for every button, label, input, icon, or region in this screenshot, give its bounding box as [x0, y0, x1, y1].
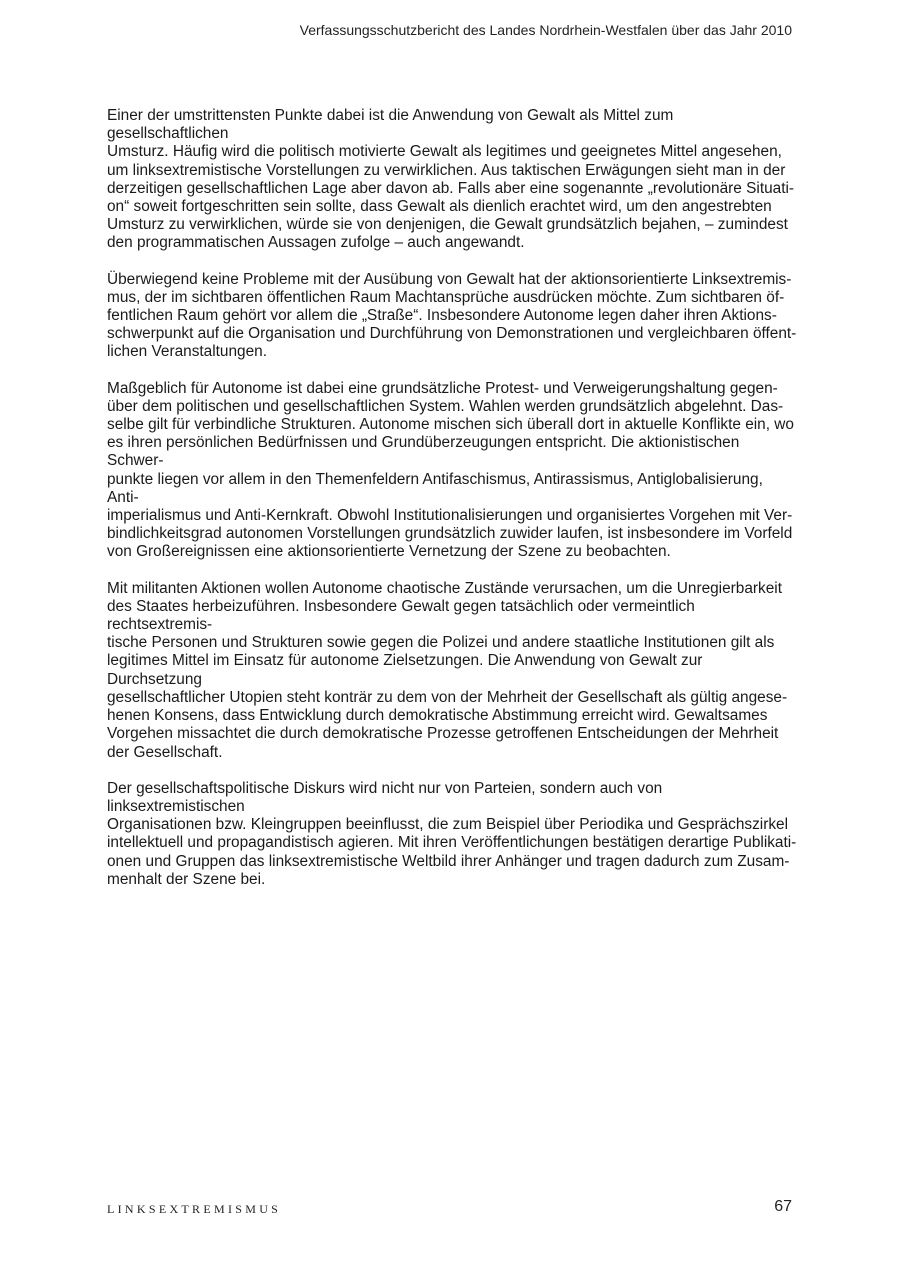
page-number: 67 — [774, 1198, 792, 1215]
paragraph-aktionsorientierter-linksextremismus: Überwiegend keine Probleme mit der Ausübung von Gewalt hat der aktionsorientierte Linksextremis- mus, der im sichtbaren öffentlichen Raum Machtansprüche ausdrücken möchte. Zum sichtbaren öf- fentlichen Raum gehört vor allem die „Straße“. Insbesondere Autonome legen daher ihren Aktions- schwerpunkt auf die Organisation und Durchführung von Demonstrationen und vergleichbaren öffent- lichen Veranstaltungen. — [107, 270, 797, 361]
paragraph-militante-aktionen: Mit militanten Aktionen wollen Autonome chaotische Zustände verursachen, um die Unregierbarkeit des Staates herbeizuführen. Insbesondere Gewalt gegen tatsächlich oder vermeintlich rechtsextremis- tische Personen und Strukturen sowie gegen die Polizei und andere staatliche Institutionen gilt als legitimes Mittel im Einsatz für autonome Zielsetzungen. Die Anwendung von Gewalt zur Durchsetzung gesellschaftlicher Utopien steht konträr zu dem von der Mehrheit der Gesellschaft als gültig angese- henen Konsens, dass Entwicklung durch demokratische Abstimmung erreicht wird. Gewaltsames Vorgehen missachtet die durch demokratische Prozesse getroffenen Entscheidungen der Mehrheit der Gesellschaft. — [107, 579, 788, 761]
body-text — [107, 107, 797, 907]
running-header: Verfassungsschutzbericht des Landes Nordrhein-Westfalen über das Jahr 2010 — [299, 22, 792, 38]
paragraph-autonome-protesthaltung: Maßgeblich für Autonome ist dabei eine grundsätzliche Protest- und Verweigerungshaltung gegen- über dem politischen und gesellschaftlichen System. Wahlen werden grundsätzlich abgelehnt. Das- selbe gilt für verbindliche Strukturen. Autonome mischen sich überall dort in aktuelle Konflikte ein, wo es ihren persönlichen Bedürfnissen und Grundüberzeugungen entspricht. Die aktionistischen Schwer- punkte liegen vor allem in den Themenfeldern Antifaschismus, Antirassismus, Antiglobalisierung, Anti- imperialismus und Anti-Kernkraft. Obwohl Institutionalisierungen und organisiertes Vorgehen mit Ver- bindlichkeitsgrad autonomen Vorstellungen grundsätzlich zuwider laufen, ist insbesondere im Vorfeld von Großereignissen eine aktionsorientierte Vernetzung der Szene zu beobachten. — [107, 379, 794, 561]
paragraph-gesellschaftspolitischer-diskurs: Der gesellschaftspolitische Diskurs wird nicht nur von Parteien, sondern auch von linksextremistischen Organisationen bzw. Kleingruppen beeinflusst, die zum Beispiel über Periodika und Gesprächszirkel intellektuell und propagandistisch agieren. Mit ihren Veröffentlichungen bestätigen derartige Publikati- onen und Gruppen das linksextremistische Weltbild ihrer Anhänger und tragen dadurch zum Zusam- menhalt der Szene bei. — [107, 779, 797, 888]
footer-section-title: LINKSEXTREMISMUS — [107, 1202, 282, 1216]
paragraph-gewalt-als-mittel: Einer der umstrittensten Punkte dabei ist die Anwendung von Gewalt als Mittel zum gesellschaftlichen Umsturz. Häufig wird die politisch motivierte Gewalt als legitimes und geeignetes Mittel angesehen, um linksextremistische Vorstellungen zu verwirklichen. Aus taktischen Erwägungen sieht man in der derzeitigen gesellschaftlichen Lage aber davon ab. Falls aber eine sogenannte „revolutionäre Situati- on“ soweit fortgeschritten sein sollte, dass Gewalt als dienlich erachtet wird, um den angestrebten Umsturz zu verwirklichen, würde sie von denjenigen, die Gewalt grundsätzlich bejahen, – zumindest den programmatischen Aussagen zufolge – auch angewandt. — [107, 107, 795, 252]
